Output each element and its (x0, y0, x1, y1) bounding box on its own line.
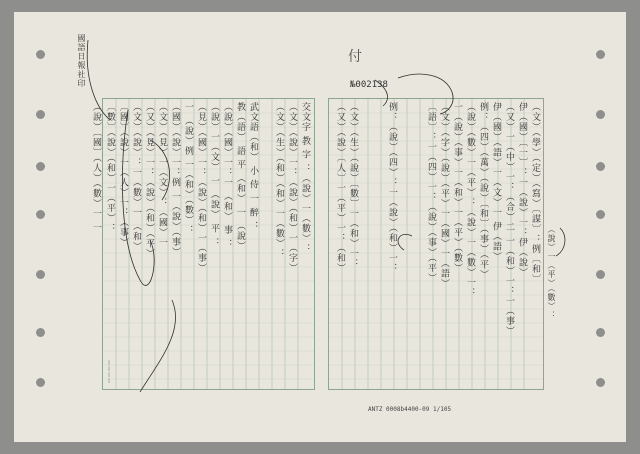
binder-hole (36, 328, 45, 337)
binder-hole (596, 50, 605, 59)
right-column: 伊（國）（語）一（文）一 伊（語） (491, 102, 501, 262)
binder-hole (36, 162, 45, 171)
left-column: 教（語） 語 平 （和） 一 （說） (235, 102, 245, 252)
binder-hole (596, 162, 605, 171)
binder-hole (596, 328, 605, 337)
binder-hole (36, 50, 45, 59)
left-column: 一 （說）例 一（和）（數）： (183, 102, 193, 236)
binder-hole (596, 210, 605, 219)
right-column: 〔語〕：一（四）一：（說）（事）（平） (426, 102, 436, 283)
left-column: （說）（國）一：一 （和） 事 ： (222, 102, 232, 250)
right-column: 一（說）（事）一（和）一（平）（數） (452, 102, 462, 273)
binder-hole (36, 378, 45, 387)
left-column: （見）（國）一：（說）（和）一（事） (196, 102, 206, 273)
binder-hole (596, 110, 605, 119)
margin-note: 國語日報社印 (77, 34, 86, 88)
left-column: （文）（生）（和）（和）一（數）： (274, 102, 284, 259)
right-column: （說）（數）一（平）：（說）一（數）一： (465, 102, 475, 298)
right-column: （又）一（中）一：（合）二 一（和）一：一（事） (504, 102, 514, 336)
left-column: （國）（說）一：例 一（說）（事） (170, 102, 180, 257)
binder-hole (596, 270, 605, 279)
left-column: （又）（見）一：（說）（和）（平） (144, 102, 154, 259)
binder-hole (596, 378, 605, 387)
left-column: （說）一（文） 一 （說） 平 ： (209, 102, 219, 248)
binder-hole (36, 270, 45, 279)
right-column: 伊（國）〔一〕：一（說）一：伊（說） (517, 102, 527, 278)
left-column: 〔國〕（說）一（人）一：（事） (118, 102, 128, 248)
binder-hole (36, 210, 45, 219)
left-column: 交文字 教 字 ：（說）一（數）： (300, 102, 310, 254)
left-column: 武文語（和） 小 侍 一 醉 ： (248, 102, 258, 232)
right-column: （又）（說）〔人〕一（平）一：（和） (335, 102, 345, 273)
right-column: （文）（學）（定）（寫）〔謀〕：例〔和〕 (530, 102, 540, 284)
serial-number: №002138 (350, 80, 388, 90)
left-column: （說）〔國〕（人）（數）一 一 (91, 102, 101, 233)
right-margin-marks: （說）一（平）（數）： (547, 225, 556, 320)
archive-code: ANTZ 0008b4400-09 1/105 (368, 406, 452, 413)
right-column: （文）（生）（說）〔數〕一（和）一： (348, 102, 358, 269)
right-column: （文）（字）（說）（平）一（國）一（語） (439, 102, 449, 289)
binder-hole (36, 110, 45, 119)
left-column: （文）（見）一（文）：（國）一 (157, 102, 167, 248)
grid-footnote: ▯▯▯▯ (106, 360, 112, 384)
left-column: （文）（說）：一（數）一 （和） (131, 102, 141, 252)
left-column: 〔數〕（說）（和）一（平）： (105, 102, 115, 233)
left-column: （文）（說）一：（說）（和）一（字） (287, 102, 297, 273)
page-heading: 付 (348, 49, 362, 65)
right-column: 例：（說）（四）：一（說）（和）一： (387, 102, 397, 273)
right-column: 例：（四）（萬）（說）〔和〕（事）（平） (478, 102, 488, 280)
